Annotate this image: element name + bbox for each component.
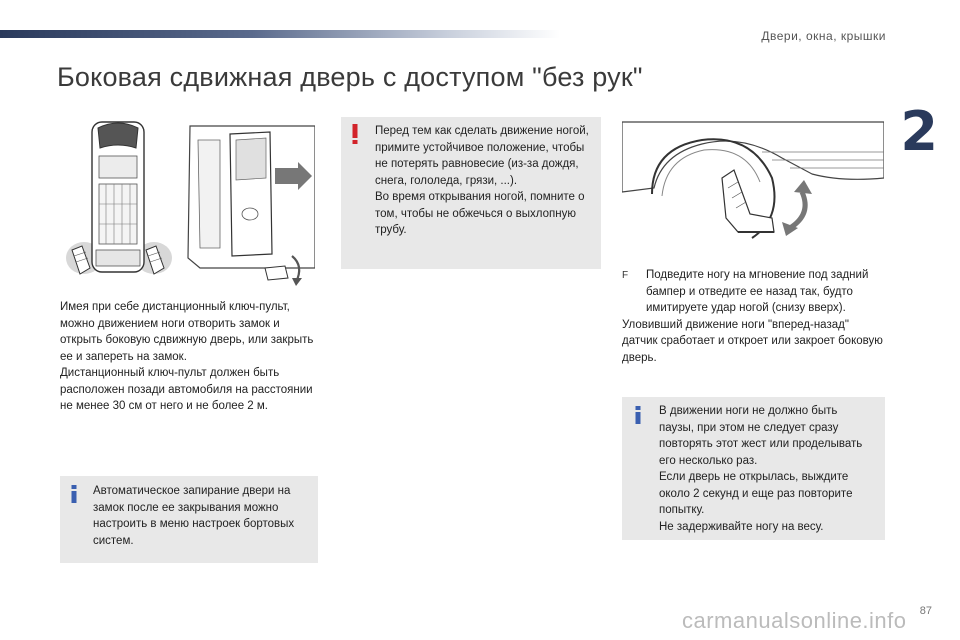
header-bar <box>0 30 560 38</box>
info-note-auto-lock <box>60 476 318 563</box>
info-note-1-text: Автоматическое запирание двери на замок после ее закрывания можно настроить в меню настроек бортовых систем. <box>93 485 295 547</box>
page-number: 87 <box>919 605 932 617</box>
instruction-step <box>622 267 884 317</box>
page-title: Боковая сдвижная дверь с доступом "без рук" <box>57 62 643 92</box>
motion-arrow-icon <box>782 180 812 236</box>
chapter-number: 2 <box>900 100 938 163</box>
van-illustration <box>60 118 315 293</box>
section-title: Двери, окна, крышки <box>761 29 886 43</box>
info-note-gesture <box>622 397 885 540</box>
exclamation-icon <box>352 124 358 144</box>
info-icon <box>635 406 641 424</box>
watermark: carmanualsonline.info <box>682 608 907 633</box>
instruction-step-text: Подведите ногу на мгновение под задний бампер и отведите ее назад так, будто имитируете удар ногой (снизу вверх). <box>646 269 869 314</box>
instruction-result-text: Уловивший движение ноги "вперед-назад" датчик сработает и откроет или закроет боковую дверь. <box>622 318 883 364</box>
info-note-2-text: В движении ноги не должно быть паузы, при этом не следует сразу повторять этот жест или проделывать его несколько раз. Если дверь не открылась, выждите около 2 секунд и еще раз повторите попытку. Не задерживайте ногу на весу. <box>659 405 863 533</box>
bullet-marker: F <box>622 270 629 281</box>
intro-paragraph: Имея при себе дистанционный ключ-пульт, можно движением ноги отворить замок и открыть боковую сдвижную дверь, или закрыть ее и запереть на замок. Дистанционный ключ-пульт должен быть расположен позади автомобиля на расстоянии не менее 30 см от него и не более 2 м. <box>60 301 314 412</box>
instruction-text <box>622 267 884 366</box>
warning-note <box>341 117 601 269</box>
intro-text <box>60 299 318 415</box>
info-icon <box>71 485 77 503</box>
bumper-illustration <box>622 118 884 254</box>
van-side-view <box>188 126 315 286</box>
warning-note-text: Перед тем как сделать движение ногой, примите устойчивое положение, чтобы не потерять равновесие (из-за дождя, снега, гололеда, грязи, ...). Во время открывания ногой, помните о том, чтобы не обжечься о выхлопную трубу. <box>375 125 589 236</box>
foot-icon <box>722 170 774 232</box>
